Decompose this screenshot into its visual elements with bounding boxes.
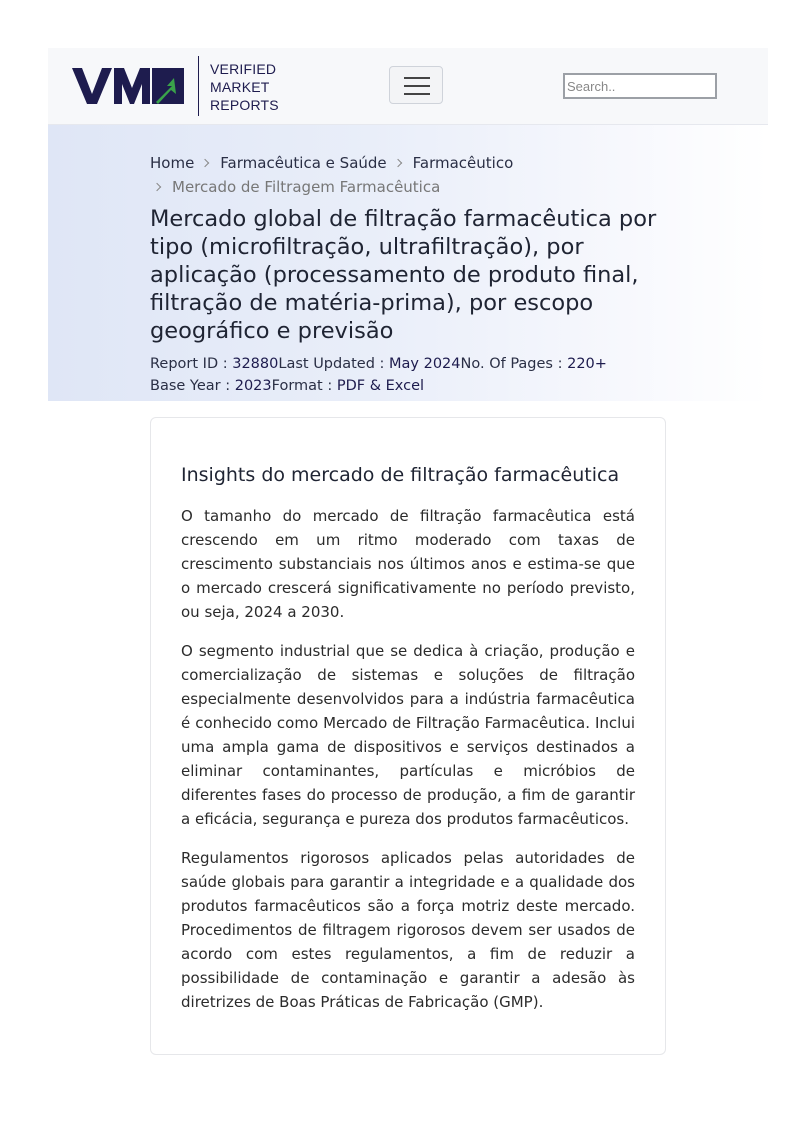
search-input[interactable] xyxy=(563,73,717,99)
report-meta xyxy=(150,353,607,397)
report-hero xyxy=(48,125,768,401)
insights-body xyxy=(181,504,635,1029)
base-year-value: 2023 xyxy=(234,378,272,394)
format-value: PDF & Excel xyxy=(336,378,425,394)
insights-paragraph: Regulamentos rigorosos aplicados pelas autoridades de saúde globais para garantir a integridade e a qualidade dos produtos farmacêuticos são a força motriz deste mercado. Procedimentos de filtragem rigorosos devem ser usados de acordo com estes regulamentos, a fim de reduzir a possibilidade de contaminação e garantir a adesão às diretrizes de Boas Práticas de Fabricação (GMP). xyxy=(181,849,635,1011)
breadcrumb-home[interactable]: Home xyxy=(150,154,195,172)
updated-label: Last Updated : xyxy=(278,356,390,372)
insights-paragraph: O tamanho do mercado de filtração farmacêutica está crescendo em um ritmo moderado com taxas de crescimento substanciais nos últimos anos e estima-se que o mercado crescerá significativamente no período previsto, ou seja, 2024 a 2030. xyxy=(181,507,635,621)
logo-divider xyxy=(198,56,199,116)
insights-heading: Insights do mercado de filtração farmacêutica xyxy=(181,464,620,486)
chevron-right-icon xyxy=(393,159,401,167)
pages-label: No. Of Pages : xyxy=(460,356,568,372)
top-navbar xyxy=(48,48,768,125)
breadcrumb-current: Mercado de Filtragem Farmacêutica xyxy=(172,178,441,196)
breadcrumb-healthcare[interactable]: Farmacêutica e Saúde xyxy=(220,154,387,172)
updated-value: May 2024 xyxy=(389,356,461,372)
pages-value: 220+ xyxy=(567,356,607,372)
format-label: Format : xyxy=(271,378,337,394)
vmr-logo-icon[interactable] xyxy=(72,66,184,106)
hamburger-icon xyxy=(404,77,430,79)
logo-word: VERIFIED xyxy=(210,61,277,77)
logo-wordmark[interactable] xyxy=(210,60,279,114)
chevron-right-icon xyxy=(153,183,161,191)
logo-word: REPORTS xyxy=(210,97,279,113)
breadcrumb xyxy=(150,151,513,199)
insights-paragraph: O segmento industrial que se dedica à criação, produção e comercialização de sistemas e soluções de filtração especialmente desenvolvidos para a indústria farmacêutica é conhecido como Mercado de Filtração Farmacêutica. Inclui uma ampla gama de dispositivos e serviços destinados a eliminar contaminantes, partículas e micróbios de diferentes fases do processo de produção, a fim de garantir a eficácia, segurança e pureza dos produtos farmacêuticos. xyxy=(181,642,635,828)
page-title: Mercado global de filtração farmacêutica por tipo (microfiltração, ultrafiltração), por aplicação (processamento de produto final, filtração de matéria-prima), por escopo geográfico e previsão xyxy=(150,206,657,344)
insights-card xyxy=(150,417,666,1055)
hamburger-menu-button[interactable] xyxy=(389,66,443,104)
chevron-right-icon xyxy=(201,159,209,167)
breadcrumb-pharma[interactable]: Farmacêutico xyxy=(412,154,514,172)
report-id-label: Report ID : xyxy=(150,356,233,372)
base-year-label: Base Year : xyxy=(150,378,235,394)
report-id-value: 32880 xyxy=(232,356,279,372)
logo-word: MARKET xyxy=(210,79,270,95)
